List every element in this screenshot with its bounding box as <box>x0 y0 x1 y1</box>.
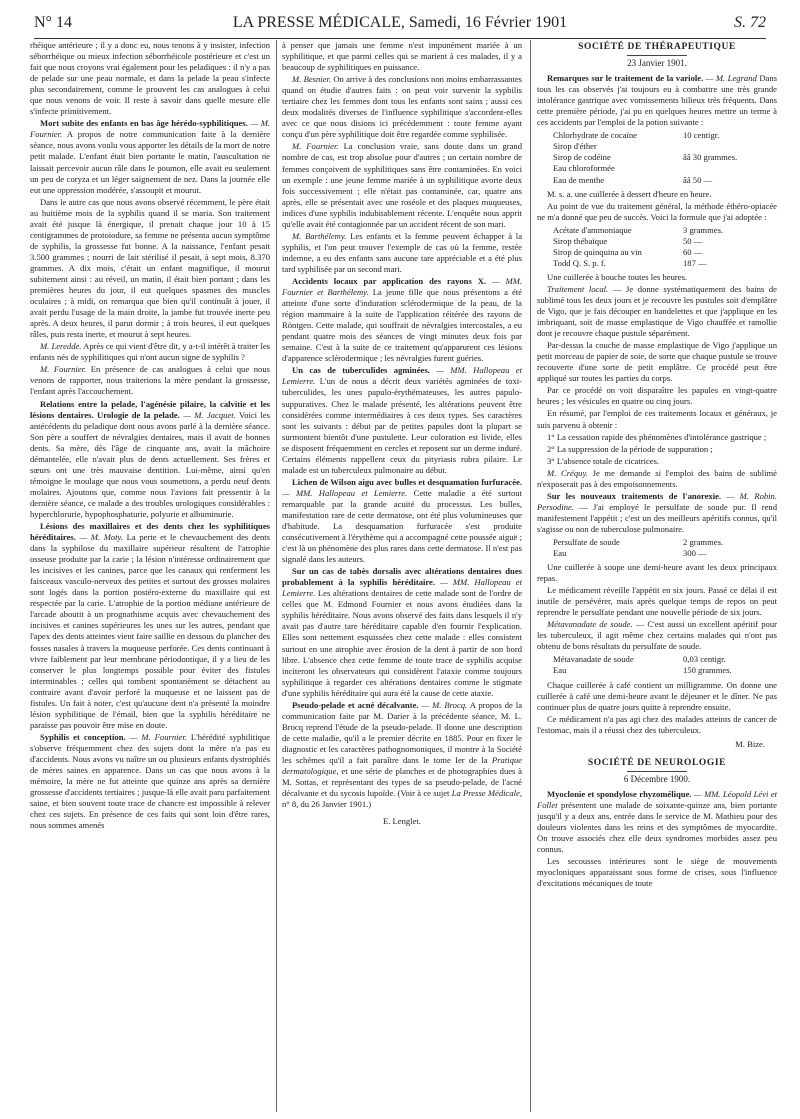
ingredient: Sirop thébaïque <box>553 235 608 246</box>
paragraph-text: — C'est aussi un excellent apéritif pour les tuberculeux, il agit même chez certains malades qui n'ont pas obtenu de bons résultats du persulfate de soude. <box>537 619 777 652</box>
article-heading: Lésions des maxillaires et des dents chez les syphilitiques héréditaires. <box>30 521 270 543</box>
column-3 <box>537 40 777 1112</box>
paragraph: Au point de vue du traitement général, la méthode éthéro-opiacée ne m'a donné que peu de succès. Voici la formule que j'ai adoptée : <box>537 200 777 222</box>
dose: 10 centigr. <box>683 130 720 141</box>
section-date: 6 Décembre 1900. <box>623 773 691 784</box>
article-heading: Pseudo-pelade et acné décalvante. <box>292 699 419 710</box>
paragraph-text: et une série de planches et de photographies dues à M. Sottas, et représentant des types de sa pseudo-pelade, de l'acné décalvante et du sycosis lupoïde. (Voir à ce sujet <box>282 766 522 799</box>
author: — M. Jacquet. <box>183 409 236 420</box>
author: — MM. Hallopeau et Lemierre. <box>282 365 522 387</box>
author: — MM. Léopold Lévi et Follet <box>537 788 777 810</box>
prescription-line <box>553 163 753 174</box>
paragraph: Une cuillerée à soupe une demi-heure avant les deux principaux repas. <box>537 562 777 584</box>
author: M. Leredde. <box>40 341 82 352</box>
paragraph-text: Cette maladie a été surtout remarquable par la grande acuité du processus. Les bulles, manifestation rare de cette dermatose, ont été plus volumineuses que d'habitude. La desquamation furfuracée s'est produite consécutivement à l'érythème qui a accompagné cette poussée aiguë ; c'est là un phénomène des plus rares dans cette dermatose. Il n'est pas signalé dans les auteurs. <box>282 487 522 565</box>
subheading: Métavanadate de soude. <box>547 619 633 630</box>
article-paragraph <box>30 341 270 363</box>
paragraph-text: Les altérations dentaires de cette malade sont de l'ordre de celles que M. Edmond Fournier et nous avons étudiées dans la syphilis héréditaire. Nous avons observé des faits dans lesquels il n'y avait pas d'autre tare héréditaire capable d'en fournir l'explication. Elles sont nettement esquissées chez cette malade : elles consistent surtout en une atrophie avec érosion de la dent à partir de son bord libre. L'absence chez cette femme de toute trace de syphilis acquise inciteront les observateurs qui considèrent l'ataxie comme toujours syphilitique à regarder ces altérations dentaires comme le stigmate d'une syphilis héréditaire qui aura été la cause de cette ataxie. <box>282 588 522 698</box>
prescription-line <box>553 548 753 559</box>
article-paragraph <box>537 284 777 339</box>
prescription <box>553 130 777 185</box>
prescription-line <box>553 537 753 548</box>
column-1 <box>30 40 270 1112</box>
paragraph-text: A propos de notre communication faite à la dernière séance, nous avons voulu vous apporter les détails de la mort de notre petit malade. L'enfant était bien portante le matin, l'auscultation ne laissait percevoir aucun râle dans le poumon, elle avait eu seulement un peu de coryza et un léger saignement de nez. Dans la journée elle eut une oppression modérée, s'assoupit et mourut. <box>30 129 270 195</box>
author: — M. Legrand <box>705 73 757 84</box>
paragraph-text: n° 8, du 26 Janvier 1901.) <box>282 799 372 810</box>
journal-title: LA PRESSE MÉDICALE, Samedi, 16 Février 1901 <box>232 14 568 31</box>
paragraph-text: Après ce qui vient d'être dit, y a-t-il intérêt à traiter les enfants nés de syphilitiques qui n'ont aucun signe de syphilis ? <box>30 341 270 363</box>
paragraph: Le médicament réveille l'appétit en six jours. Passé ce délai il est inutile de persévérer, mais après quelque temps de repos on peut reprendre le persulfate pendant une nouvelle période de six jours. <box>537 585 777 618</box>
dose: 2 grammes. <box>683 536 724 547</box>
article-heading: Myoclonie et spondylose rhyzomélique. <box>547 788 692 799</box>
ingredient: Chlorhydrate de cocaïne <box>553 130 637 141</box>
article-heading: Un cas de tuberculides agminées. <box>292 365 430 376</box>
ingredient: Persulfate de soude <box>553 536 620 547</box>
prescription <box>553 537 777 559</box>
section-title: SOCIÉTÉ DE THÉRAPEUTIQUE <box>578 42 736 52</box>
prescription-line <box>553 130 753 141</box>
article-paragraph <box>30 399 270 521</box>
paragraph: à penser que jamais une femme n'est impunément mariée à un syphilitique, et que parmi celles qui se marient à ces malades, il y a beaucoup de syphilitiques en puissance. <box>282 40 522 73</box>
paragraph: Dans le autre cas que nous avons observé récemment, le père était au huitième mois de la syphilis quand il se maria. Son traitement avait été jusque là énergique, il prenait chaque jour 10 à 15 centigrammes de protoiodure, sa femme ne présenta aucun symptôme de syphilis, la grossesse fut bonne. A la naissance, l'enfant pesait 3.500 grammes ; nourri de lait stérilisé il pesait, à sept mois, 8.370 grammes. A dix mois, c'était un enfant magnifique, il mourut subitement ainsi : au réveil, un matin, il était bien portant ; dans les premières heures du jour, il eut quelques spasmes des muscles oculaires ; à midi, on remarqua que bien qu'il continuât à jouer, il avait perdu l'usage de la main droite, la jambe fut trouvée inerte peu après. A deux heures, il parut dormir ; à trois heures, il eut quelques râles, puis resta inerte, et mourut à sept heures. <box>30 196 270 340</box>
paragraph-text: En présence de cas analogues à celui que nous venons de rapporter, nous traiterions la mère pendant la grossesse, l'enfant après l'accouchement. <box>30 364 270 397</box>
ingredient: Eau <box>553 665 567 676</box>
paragraph-text: La conclusion vraie, sans doute dans un grand nombre de cas, est trop absolue pour d'autres ; un certain nombre de femmes conçoivent de syphilitiques sans être contaminées. En voici un exemple : une jeune femme mariée à un syphilitique avorte deux fois successivement ; elle n'était pas contaminée, car, quatre ans après, elle se présentait avec une roséole et des plaques muqueuses, indices d'une syphilis indubitablement récente. L'enquête nous apprit qu'elle avait été contagionnée par un accident récent de son mari. <box>282 141 522 229</box>
section-rule <box>627 55 687 56</box>
paragraph: Les secousses intérieures sont le siège de mouvements myocloniques apparaissant sous forme de crises, sous l'influence d'excitations mécaniques de toute <box>537 856 777 889</box>
article-heading: Sur les nouveaux traitements de l'anorexie. <box>547 490 722 501</box>
list-item: 2° La suppression de la période de suppuration ; <box>547 443 713 454</box>
ingredient: Todd Q. S. p. f. <box>553 257 606 268</box>
prescription-line <box>553 654 753 665</box>
paragraph-text: La jeune fille que nous présentons a été atteinte d'une sorte d'induration sclérodermique de la peau, de la région mammaire à la suite de l'application réitérée des rayons de Röntgen. Cette malade, qui souffrait de névralgies intercostales, a eu pendant quatre mois des séances de vingt minutes deux fois par semaine. C'est à la suite de ce traitement qu'apparurent ces lésions d'apparence sclérodermique ; les névralgies furent guéries. <box>282 287 522 364</box>
dose: 300 — <box>683 548 707 559</box>
paragraph: rhéique antérieure ; il y a donc eu, nous tenons à y insister, infection séborrhéique ou mieux infection séborrhéicole postérieure et c'est un fait que nous croyons vrai également pour les peladiques : il n'y a pas de pelade sur une peau normale, et dans la pelade la peau s'infecte plus secondairement, comme le prouvent les cas analogues à celui que nous venons de voir. Il reste à savoir dans quelle mesure elle s'infecte primitivement. <box>30 40 270 117</box>
article-paragraph <box>537 789 777 855</box>
prescription-line <box>553 236 753 247</box>
article-paragraph <box>537 73 777 128</box>
prescription-line <box>553 225 753 236</box>
prescription-line <box>553 152 753 163</box>
author: M. Besnier. <box>292 74 332 85</box>
article-heading: Lichen de Wilson aigu avec bulles et desquamation furfuracée. <box>292 476 522 487</box>
author: — MM. Hallopeau et Lemierre. <box>282 487 408 498</box>
section-rule <box>627 771 687 772</box>
issue-number: N° 14 <box>34 14 72 31</box>
article-heading: Sur un cas de tabès dorsalis avec altérations dentaires dues probablement à la syphilis héréditaire. <box>282 566 522 588</box>
list-item: 1° La cessation rapide des phénomènes d'intolérance gastrique ; <box>547 431 767 442</box>
author: — M. Moty. <box>79 532 124 543</box>
paragraph: M. s. a. une cuillerée à dessert d'heure en heure. <box>547 188 712 199</box>
article-paragraph <box>282 566 522 699</box>
page-number: S. 72 <box>734 14 766 31</box>
article-heading: Relations entre la pelade, l'agénésie pilaire, la calvitie et les lésions dentaires. Urologie de la pelade. <box>30 398 270 420</box>
ingredient: Sirop de codéine <box>553 152 611 163</box>
article-paragraph <box>30 364 270 397</box>
subheading: Persodine. <box>537 501 574 512</box>
article-heading: Syphilis et conception. <box>40 731 126 742</box>
article-paragraph <box>537 491 777 535</box>
article-heading: Accidents locaux par application des rayons X. <box>292 275 487 286</box>
prescription-line <box>553 665 753 676</box>
paragraph-text: L'un de nous a décrit deux variétés agminées de toxi-tuberculides, les unes papulo-érythémateuses, les autres papulo-suppuratives. Chez le malade présenté, les altérations peuvent être considérées comme intermédiaires à ces deux types. Ses caractères sont les suivants : début par de petites papules dont la plupart se surmontent bientôt d'une pustulette. Leur coloration est livide, elles se disposent fréquemment en cercles et reposent sur un derme induré. Certains éléments rappellent ceux du pityriasis rubra pilaire. Le malade est un tuberculeux pulmonaire au début. <box>282 376 522 475</box>
ingredient: Acétate d'ammoniaque <box>553 224 632 235</box>
article-heading: Remarques sur le traitement de la variole. <box>547 73 704 84</box>
column-divider <box>276 40 277 1112</box>
journal-reference: La Presse Médicale, <box>451 788 522 799</box>
paragraph: En résumé, par l'emploi de ces traitements locaux et généraux, je suis parvenu à obtenir : <box>537 408 777 430</box>
article-paragraph <box>30 118 270 195</box>
author: — M. Robin. <box>726 490 777 501</box>
prescription <box>553 654 777 676</box>
article-paragraph <box>282 141 522 229</box>
paragraph-text: Je me demande si l'emploi des bains de sublimé n'exposerait pas à des empoisonnements. <box>537 467 777 489</box>
page-header <box>34 8 766 39</box>
article-paragraph <box>30 521 270 731</box>
prescription-line <box>553 247 753 258</box>
article-paragraph <box>282 276 522 364</box>
ingredient: Eau <box>553 548 567 559</box>
article-paragraph <box>282 477 522 565</box>
dose: ââ 50 — <box>683 174 713 185</box>
article-paragraph <box>537 468 777 490</box>
prescription-line <box>553 175 753 186</box>
author: M. Créquy. <box>547 467 588 478</box>
article-paragraph <box>282 365 522 475</box>
paragraph: Par-dessus la couche de masse emplastique de Vigo j'applique un petit morceau de papier de soie, de sorte que chaque pustule se trouve recouverte d'une sorte de petit emplâtre. Ce procédé peut être appliqué sur toutes les parties du corps. <box>537 340 777 384</box>
paragraph-text: — J'ai employé le persulfate de soude pur. Il rend manifestement l'appétit ; c'est un des meilleurs apéritifs connus, qu'il s'agisse ou non de tuberculose pulmonaire. <box>537 501 777 534</box>
article-paragraph <box>282 74 522 140</box>
section-title: SOCIÉTÉ DE NEUROLOGIE <box>587 757 727 768</box>
paragraph: Une cuillerée à bouche toutes les heures. <box>547 271 688 282</box>
dose: 60 — <box>683 246 703 257</box>
dose: 0,03 centigr. <box>683 654 726 665</box>
author: M. Barthélemy. <box>292 230 347 241</box>
author: — MM. Hallopeau et Lemierre. <box>282 577 522 599</box>
dose: 3 grammes. <box>683 224 724 235</box>
paragraph-text: Voici les antécédents du peladique dont nous avons parlé à la dernière séance. Son père a souffert de névralgies dentaires, mais il avait de bonnes dents. Sa mère, dès l'âge de cinquante ans, avait la mâchoire démantelée, elle n'avait plus de dents actuellement. Ses frères et sœurs ont une très mauvaise dentition. Lui-même, ainsi qu'en témoigne le moulage que nous vous soumettons, a perdu neuf dents molaires. Ajoutons que, comme nous l'avions fait pressentir à la dernière séance, ce malade a des troubles urologiques considérables : hyperchlorurie, hypophosphaturie, polyurie et albuminurie. <box>30 409 270 519</box>
paragraph-text: — Je donne systématiquement des bains de sublimé tous les deux jours et je recouvre les pustules soit d'emplâtre de Vigo, que je fais découper en bandelettes et que j'applique en les imbriquant, soit de masse emplastique de Vigo chauffée et ramollie dont je recouvre chaque pustule séparément. <box>537 283 777 339</box>
dose: 187 — <box>683 257 707 268</box>
ingredient: Sirop d'éther <box>553 141 597 152</box>
article-paragraph <box>30 732 270 831</box>
dose: 150 grammes. <box>683 665 732 676</box>
signature: M. Bize. <box>735 738 765 749</box>
dose <box>683 141 753 152</box>
dose: 50 — <box>683 235 703 246</box>
article-heading: Mort subite des enfants en bas âge hérédo-syphilitiques. <box>40 118 248 129</box>
paragraph: Chaque cuillerée à café contient un milligramme. On donne une cuillerée à café une demi-heure avant le déjeuner et le dîner. Ne pas continuer plus de quatre jours quitte à reprendre ensuite. <box>537 679 777 712</box>
dose <box>683 163 753 174</box>
paragraph: Par ce procédé on voit disparaître les papules en vingt-quatre heures ; les vésicules en quatre ou cinq jours. <box>537 385 777 407</box>
column-divider <box>530 40 531 1112</box>
article-paragraph <box>537 619 777 652</box>
paragraph-text: A propos de la communication faite par M. Darier à la précédente séance, M. L. Brocq reprend l'étude de la pseudo-pelade. Il donne une description de cette maladie, qu'il a le premier décrite en 1885. Pour en fixer le diagnostic et les caractères pathognomoniques, il montre à la Société les schémes qu'il a fait paraître dans le tome Ier de la <box>282 699 522 765</box>
paragraph-text: Dans tous les cas observés j'ai toujours eu à combattre une très grande intolérance gastrique avec vomissements bilieux très fréquents. Dans cette première période, j'ai pu en quelques heures mettre un terme à ces accidents par l'emploi de la potion suivante : <box>537 73 777 128</box>
paragraph-text: On arrive à des conclusions non moins embarrassantes quand on étudie d'autres faits : on peut voir survenir la syphilis tertiaire chez les femmes dont tous les enfants sont sains ; aussi ces deux modalités diverses de l'influence syphilitique s'accordent-elles avec ce que nous disions ici précédemment : toute femme ayant conçu d'un père syphilitique doit être regardée comme syphilisée. <box>282 74 522 140</box>
author: — MM. Fournier et Barthélemy. <box>282 275 522 298</box>
list-item: 3° L'absence totale de cicatrices. <box>547 455 660 466</box>
paragraph-text: L'hérédité syphilitique s'observe fréquemment chez des sujets dont la mère n'a pas eu d'accidents. Nous avons vu naître un ou plusieurs enfants dystrophiés de mères saines en apparence. Dans un cas que nous avons à la mémoire, la mère ne fut atteinte que quinze ans après sa dernière grossesse d'accidents tertiaires ; jusque-là elle avait paru parfaitement saine, et bien souvent toute trace de chancre est impossible à relever chez ces sujets. En présence de ces faits qui sont loin d'être rares, nous sommes amenés <box>30 731 270 831</box>
author: — M. Fournier. <box>129 731 187 742</box>
author: — M. Fournier. <box>30 118 270 140</box>
author: — M. Brocq. <box>421 699 468 710</box>
paragraph-text: Les enfants et la femme peuvent échapper à la syphilis, et l'on peut trouver l'exemple de cas où la femme, restée indemne, a eu des enfants sans aucune tare appréciable et a été plus tard syphilisée par un second mari. <box>282 230 522 274</box>
ingredient: Sirop de quinquina au vin <box>553 246 642 257</box>
prescription <box>553 225 777 269</box>
book-title: Pratique dermatologique, <box>282 755 522 777</box>
paragraph-text: La perte et le chevauchement des dents dans la syphilose du maxillaire supérieur résultent de l'atrophie osseuse produite par la carie ; la lésion n'intéresse ordinairement que les incisives et les canines, parce que les canaux qui renferment les faisceaux vasculo-nerveux des petites et surtout des grosses molaires sont logés dans la portion postéro-externe du maxillaire qui est respectée par la carie. L'atrophie de la portion médiane antérieure de l'arcade aboutit à un prognathisme acquis avec chevauchement des incisives et canines supérieures les unes sur les autres, pendant que l'apex des dents atteintes vient faire saillie en dessous du plancher des fosses nasales à travers la muqueuse perforée. Ces dents continuant à vivre faiblement par leur membrane périodontique, il y a lieu de les conserver le plus longtemps possible pour éviter des fistules interminables ; celles qui tombent spontanément se détachent au contraire avant d'avoir perforé la muqueuse et ne laissent pas de fistules. Un fait à noter, c'est qu'aucune dent n'a présenté la moindre lésion syphilitique de l'émail, bien que la syphilis héréditaire ne paraisse pas pouvoir être mise en doute. <box>30 532 270 730</box>
subheading: Traitement local. <box>547 283 609 294</box>
paragraph-text: présentent une malade de soixante-quinze ans, bien portante jusqu'il y a deux ans, entrée dans le service de M. Mathieu pour des douleurs violentes dans les reins et des symptômes de myocardite. On trouve associés chez elle deux syndromes morbides assez peu connus. <box>537 799 777 855</box>
article-paragraph <box>282 700 522 810</box>
article-paragraph <box>282 231 522 275</box>
ingredient: Eau de menthe <box>553 174 605 185</box>
prescription-line <box>553 141 753 152</box>
section-date: 23 Janvier 1901. <box>627 58 687 69</box>
column-2 <box>282 40 522 1112</box>
author: M. Fournier. <box>292 141 339 152</box>
paragraph: Ce médicament n'a pas agi chez des malades atteints de cancer de l'estomac, mais il a réussi chez des tuberculeux. <box>537 713 777 735</box>
ingredient: Métavanadate de soude <box>553 654 634 665</box>
author: M. Fournier. <box>40 364 87 375</box>
ingredient: Eau chloroformée <box>553 163 615 174</box>
dose: ââ 30 grammes. <box>683 152 738 163</box>
signature: E. Lenglet. <box>383 816 421 827</box>
prescription-line <box>553 258 753 269</box>
